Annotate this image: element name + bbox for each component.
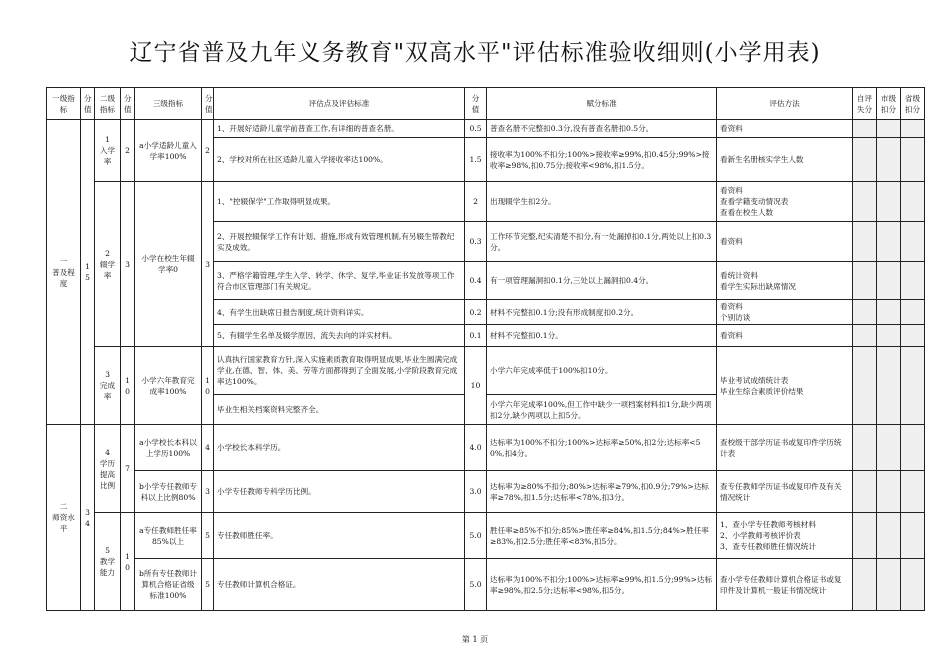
- l3-name: a小学校长本科以上学历100%: [135, 425, 202, 471]
- l3-name: a小学适龄儿童入学率100%: [135, 120, 202, 182]
- province-score-cell: [901, 471, 925, 513]
- l3-name: b所有专任教师计算机合格证省级标准100%: [135, 559, 202, 611]
- self-score-cell: [853, 182, 877, 222]
- header-cell: 一级指标: [47, 88, 81, 120]
- city-score-cell: [877, 222, 901, 262]
- city-score-cell: [877, 325, 901, 347]
- point-method: 看资料: [717, 222, 853, 262]
- header-cell: 评估方法: [717, 88, 853, 120]
- l3-score: 4: [202, 425, 214, 471]
- table-row: [47, 471, 925, 513]
- l2-name: 4 学历提高比例: [95, 425, 121, 513]
- header-cell: 分值: [202, 88, 214, 120]
- table-row: [47, 347, 925, 395]
- l3-score: 3: [202, 471, 214, 513]
- table-row: [47, 559, 925, 611]
- l2-score: 2: [121, 120, 135, 182]
- point-method: 查小学专任教师计算机合格证书或复印件及计算机一般证书情况统计: [717, 559, 853, 611]
- l1-score: 34: [81, 425, 95, 611]
- point-rule: 胜任率≥85%不扣分;85%>胜任率≥84%,扣1.5分;84%>胜任率≥83%,扣2.5分;胜任率<83%,扣5分。: [487, 513, 717, 559]
- table-row: [47, 120, 925, 138]
- point-text: 小学校长本科学历。: [214, 425, 465, 471]
- l3-name: 小学六年教育完成率100%: [135, 347, 202, 425]
- point-method: 看统计资料 看学生实际出缺席情况: [717, 262, 853, 300]
- point-method: 看资料 个别访谈: [717, 300, 853, 325]
- self-score-cell: [853, 262, 877, 300]
- province-score-cell: [901, 559, 925, 611]
- header-cell: 省级扣分: [901, 88, 925, 120]
- self-score-cell: [853, 559, 877, 611]
- point-method: 查专任教师学历证书或复印件及有关情况统计: [717, 471, 853, 513]
- province-score-cell: [901, 325, 925, 347]
- point-text: 毕业生相关档案资料完整齐全。: [214, 395, 465, 425]
- point-rule: 达标率为100%不扣分;100%>达标率≥50%,扣2分;达标率<50%,扣4分。: [487, 425, 717, 471]
- province-score-cell: [901, 222, 925, 262]
- evaluation-table: [46, 87, 925, 611]
- self-score-cell: [853, 222, 877, 262]
- city-score-cell: [877, 559, 901, 611]
- province-score-cell: [901, 425, 925, 471]
- city-score-cell: [877, 471, 901, 513]
- point-method: 看资料 查看学籍变动情况表 查看在校生人数: [717, 182, 853, 222]
- page-title: 辽宁省普及九年义务教育"双高水平"评估标准验收细则(小学用表): [129, 40, 821, 66]
- province-score-cell: [901, 182, 925, 222]
- province-score-cell: [901, 347, 925, 425]
- point-rule: 小学六年完成率100%,但工作中缺少一项档案材料扣1分,缺少两项扣2分,缺少两项以上扣5分。: [487, 395, 717, 425]
- point-text: 认真执行国家教育方针,深入实施素质教育取得明显成果,毕业生圆满完成学业,在德、智、体、美、劳等方面都得到了全面发展,小学阶段教育完成率达100%。: [214, 347, 465, 395]
- header-cell: 三级指标: [135, 88, 202, 120]
- header-cell: 评估点及评估标准: [214, 88, 465, 120]
- l1-name: 二 师资水平: [47, 425, 81, 611]
- page-number: 第 1 页: [461, 635, 489, 644]
- l3-score: 10: [202, 347, 214, 425]
- l1-score: 15: [81, 120, 95, 425]
- city-score-cell: [877, 425, 901, 471]
- city-score-cell: [877, 513, 901, 559]
- city-score-cell: [877, 347, 901, 425]
- l2-name: 3 完成率: [95, 347, 121, 425]
- city-score-cell: [877, 182, 901, 222]
- point-method: 看资料: [717, 325, 853, 347]
- table-row: [47, 425, 925, 471]
- point-score: 5.0: [465, 513, 487, 559]
- point-text: 4、有学生出缺席日报告制度,统计资料详实。: [214, 300, 465, 325]
- header-cell: 分值: [465, 88, 487, 120]
- self-score-cell: [853, 325, 877, 347]
- province-score-cell: [901, 300, 925, 325]
- self-score-cell: [853, 138, 877, 182]
- city-score-cell: [877, 300, 901, 325]
- point-score: 3.0: [465, 471, 487, 513]
- point-text: 小学专任教师专科学历比例。: [214, 471, 465, 513]
- self-score-cell: [853, 300, 877, 325]
- l2-score: 10: [121, 347, 135, 425]
- point-method: 1、查小学专任教师考核材料 2、小学教师考核评价表 3、查专任教师胜任情况统计: [717, 513, 853, 559]
- l3-score: 5: [202, 513, 214, 559]
- point-rule: 普查名册不完整扣0.3分,没有普查名册扣0.5分。: [487, 120, 717, 138]
- l1-name: 一 普及程度: [47, 120, 81, 425]
- point-text: 专任教师计算机合格证。: [214, 559, 465, 611]
- l3-name: 小学在校生年辍学率0: [135, 182, 202, 347]
- point-rule: 达标率为≥80%不扣分;80%>达标率≥79%,扣0.9分;79%>达标率≥78%,扣1.5分;达标率<78%,扣3分。: [487, 471, 717, 513]
- city-score-cell: [877, 262, 901, 300]
- header-cell: 自评失分: [853, 88, 877, 120]
- header-cell: 赋分标准: [487, 88, 717, 120]
- province-score-cell: [901, 120, 925, 138]
- point-text: 2、开展控辍保学工作有计划、措施,形成有效管理机制,有另辍生帮教纪实及成效。: [214, 222, 465, 262]
- point-text: 5、有辍学生名单及辍学原因、流失去向的详实材料。: [214, 325, 465, 347]
- l2-score: 7: [121, 425, 135, 513]
- l2-name: 1 入学率: [95, 120, 121, 182]
- self-score-cell: [853, 120, 877, 138]
- point-rule: 材料不完整扣0.1分。: [487, 325, 717, 347]
- self-score-cell: [853, 513, 877, 559]
- point-method: 看资料: [717, 120, 853, 138]
- point-score: 0.5: [465, 120, 487, 138]
- table-row: [47, 182, 925, 222]
- point-score: 1.5: [465, 138, 487, 182]
- l3-score: 3: [202, 182, 214, 347]
- point-text: 专任教师胜任率。: [214, 513, 465, 559]
- self-score-cell: [853, 425, 877, 471]
- l2-score: 3: [121, 182, 135, 347]
- province-score-cell: [901, 262, 925, 300]
- table-row: [47, 513, 925, 559]
- point-rule: 有一项管理漏洞扣0.1分,三处以上漏洞扣0.4分。: [487, 262, 717, 300]
- l3-score: 5: [202, 559, 214, 611]
- self-score-cell: [853, 471, 877, 513]
- point-rule: 出现辍学生扣2分。: [487, 182, 717, 222]
- point-score: 0.3: [465, 222, 487, 262]
- point-score: 10: [465, 347, 487, 425]
- city-score-cell: [877, 138, 901, 182]
- point-text: 1、开展好适龄儿童学前普查工作,有详细的普查名册。: [214, 120, 465, 138]
- point-rule: 小学六年完成率低于100%扣10分。: [487, 347, 717, 395]
- city-score-cell: [877, 120, 901, 138]
- point-score: 0.4: [465, 262, 487, 300]
- point-rule: 工作环节完整,纪实清楚不扣分,有一处漏掉扣0.1分,两处以上扣0.3分。: [487, 222, 717, 262]
- l3-name: a专任教师胜任率85%以上: [135, 513, 202, 559]
- l3-score: 2: [202, 120, 214, 182]
- point-text: 1、"控辍保学"工作取得明显成果。: [214, 182, 465, 222]
- l2-score: 10: [121, 513, 135, 611]
- l3-name: b小学专任教师专科以上比例80%: [135, 471, 202, 513]
- province-score-cell: [901, 138, 925, 182]
- header-row: [47, 88, 925, 120]
- header-cell: 市级扣分: [877, 88, 901, 120]
- point-method: 查校级干部学历证书或复印件学历统计表: [717, 425, 853, 471]
- point-score: 0.2: [465, 300, 487, 325]
- point-score: 4.0: [465, 425, 487, 471]
- point-score: 2: [465, 182, 487, 222]
- point-rule: 材料不完整扣0.1分;没有形成制度扣0.2分。: [487, 300, 717, 325]
- l2-name: 5 教学能力: [95, 513, 121, 611]
- point-rule: 达标率为100%不扣分;100%>达标率≥99%,扣1.5分;99%>达标率≥98%,扣2.5分;达标率<98%,扣5分。: [487, 559, 717, 611]
- point-rule: 接收率为100%不扣分;100%>接收率≥99%,扣0.45分;99%>接收率≥98%,扣0.75分;接收率<98%,扣1.5分。: [487, 138, 717, 182]
- point-method: 看新生名册核实学生人数: [717, 138, 853, 182]
- header-cell: 二级指标: [95, 88, 121, 120]
- l2-name: 2 辍学率: [95, 182, 121, 347]
- header-cell: 分值: [121, 88, 135, 120]
- point-text: 2、学校对所在社区适龄儿童入学接收率达100%。: [214, 138, 465, 182]
- point-score: 0.1: [465, 325, 487, 347]
- header-cell: 分值: [81, 88, 95, 120]
- province-score-cell: [901, 513, 925, 559]
- point-text: 3、严格学籍管理,学生入学、转学、休学、复学,毕业证书发放等项工作符合市区管理部门有关规定。: [214, 262, 465, 300]
- self-score-cell: [853, 347, 877, 425]
- point-score: 5.0: [465, 559, 487, 611]
- point-method: 毕业考试成绩统计表 毕业生综合素质评价结果: [717, 347, 853, 425]
